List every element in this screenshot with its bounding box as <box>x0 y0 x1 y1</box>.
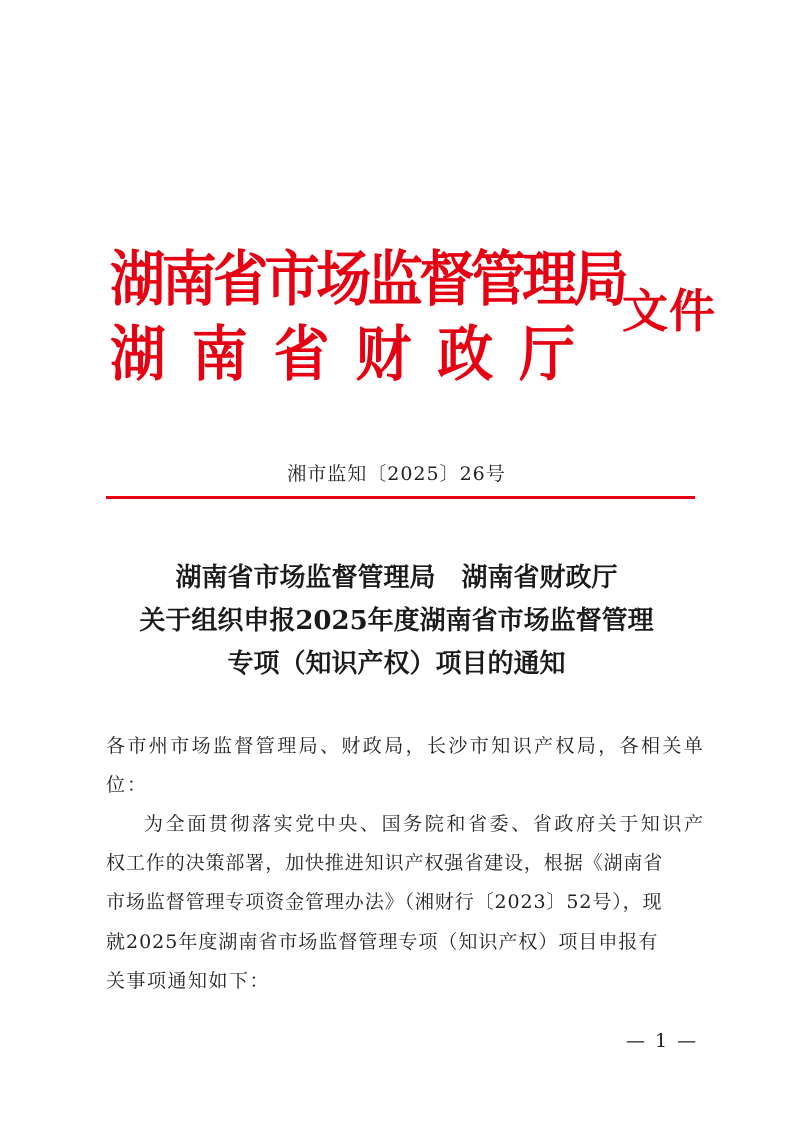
body-line: 各市州市场监督管理局、财政局，长沙市知识产权局，各相关单 <box>106 735 706 757</box>
document-label: 文件 <box>622 284 716 338</box>
red-divider-line <box>106 496 695 499</box>
title-line-3: 专项（知识产权）项目的通知 <box>227 649 566 679</box>
body-line: 就2025年度湖南省市场监督管理专项（知识产权）项目申报有 <box>106 931 659 953</box>
body-line: 位： <box>106 774 149 796</box>
body-line: 关事项通知如下： <box>106 970 271 992</box>
document-number: 湘市监知〔2025〕26号 <box>287 463 506 485</box>
issuing-org-market-regulation: 湖南省市场监督管理局 <box>110 245 626 315</box>
body-line: 权工作的决策部署，加快推进知识产权强省建设，根据《湖南省 <box>106 852 664 874</box>
issuing-org-finance: 湖南省财政厅 <box>110 320 602 390</box>
title-line-1: 湖南省市场监督管理局 湖南省财政厅 <box>175 563 618 593</box>
title-line-2: 关于组织申报2025年度湖南省市场监督管理 <box>139 606 654 636</box>
body-line: 为全面贯彻落实党中央、国务院和省委、省政府关于知识产 <box>144 813 706 835</box>
page-number: — 1 — <box>626 1030 699 1052</box>
body-line: 市场监督管理专项资金管理办法》（湘财行〔2023〕52号），现 <box>106 891 663 913</box>
